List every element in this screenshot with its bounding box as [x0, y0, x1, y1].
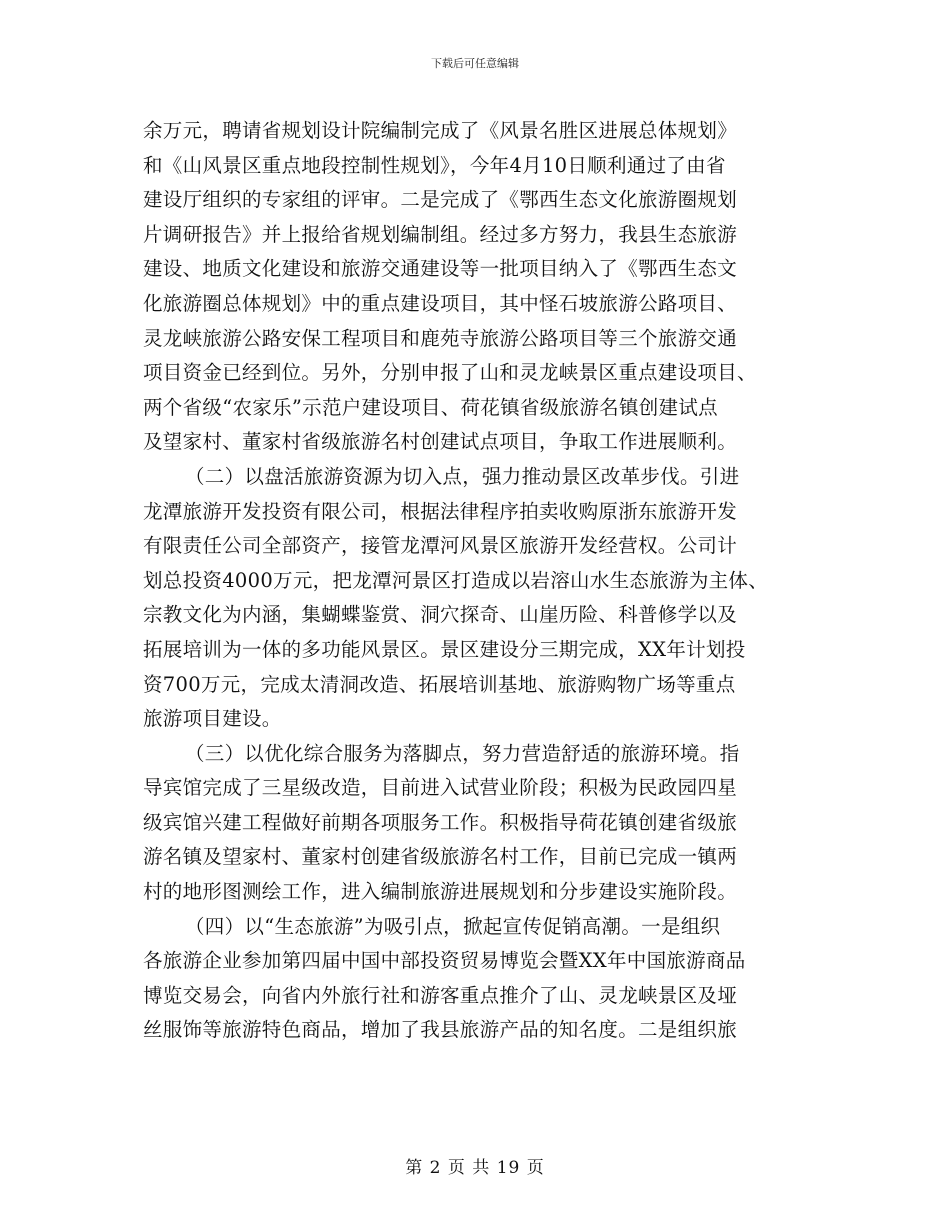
paragraph-start-line: （四）以“生态旅游”为吸引点，掀起宣传促销高潮。一是组织: [185, 914, 721, 938]
paragraph-start-line: （二）以盘活旅游资源为切入点，强力推动景区改革步伐。引进: [185, 464, 740, 488]
text-line: 余万元，聘请省规划设计院编制完成了《风景名胜区进展总体规划》: [143, 119, 738, 142]
text-line: 各旅游企业参加第四届中国中部投资贸易博览会暨XX年中国旅游商品: [143, 949, 746, 973]
text-line: 拓展培训为一体的多功能风景区。景区建设分三期完成，XX年计划投: [143, 637, 746, 661]
text-line: 丝服饰等旅游特色商品，增加了我县旅游产品的知名度。二是组织旅: [143, 1018, 738, 1042]
text-line: 资700万元，完成太清洞改造、拓展培训基地、旅游购物广场等重点: [143, 672, 736, 696]
text-line: 游名镇及望家村、董家村创建省级旅游名村工作，目前已完成一镇两: [143, 845, 738, 869]
page-header: 下载后可任意编辑: [431, 57, 519, 70]
text-line: 建设厅组织的专家组的评审。二是完成了《鄂西生态文化旅游圈规划: [143, 188, 738, 212]
text-line: 项目资金已经到位。另外，分别申报了山和灵龙峡景区重点建设项目、: [143, 361, 757, 385]
text-line: 龙潭旅游开发投资有限公司，根据法律程序拍卖收购原浙东旅游开发: [143, 499, 738, 523]
text-line: 博览交易会，向省内外旅行社和游客重点推介了山、灵龙峡景区及垭: [143, 983, 738, 1007]
text-line: 旅游项目建设。: [143, 707, 282, 731]
text-line: 及望家村、董家村省级旅游名村创建试点项目，争取工作进展顺利。: [143, 430, 738, 454]
text-line: 和《山风景区重点地段控制性规划》，今年4月10日顺利通过了由省: [143, 153, 726, 177]
text-line: 导宾馆完成了三星级改造，目前进入试营业阶段；积极为民政园四星: [143, 776, 738, 800]
text-line: 化旅游圈总体规划》中的重点建设项目，其中怪石坡旅游公路项目、: [143, 291, 738, 315]
text-line: 灵龙峡旅游公路安保工程项目和鹿苑寺旅游公路项目等三个旅游交通: [143, 326, 738, 350]
body-text: [143, 114, 823, 1048]
page-footer: 第 2 页 共 19 页: [405, 1158, 545, 1178]
text-line: 划总投资4000万元，把龙潭河景区打造成以岩溶山水生态旅游为主体、: [143, 568, 769, 592]
text-line: 级宾馆兴建工程做好前期各项服务工作。积极指导荷花镇创建省级旅: [143, 810, 738, 834]
text-line: 片调研报告》并上报给省规划编制组。经过多方努力，我县生态旅游: [143, 222, 738, 246]
paragraph-start-line: （三）以优化综合服务为落脚点，努力营造舒适的旅游环境。指: [185, 741, 740, 765]
text-line: 有限责任公司全部资产，接管龙潭河风景区旅游开发经营权。公司计: [143, 534, 738, 558]
text-line: 宗教文化为内涵，集蝴蝶鉴赏、洞穴探奇、山崖历险、科普修学以及: [143, 603, 738, 627]
text-line: 建设、地质文化建设和旅游交通建设等一批项目纳入了《鄂西生态文: [143, 257, 738, 281]
text-line: 两个省级“农家乐”示范户建设项目、荷花镇省级旅游名镇创建试点: [143, 395, 718, 419]
text-line: 村的地形图测绘工作，进入编制旅游进展规划和分步建设实施阶段。: [143, 880, 738, 904]
